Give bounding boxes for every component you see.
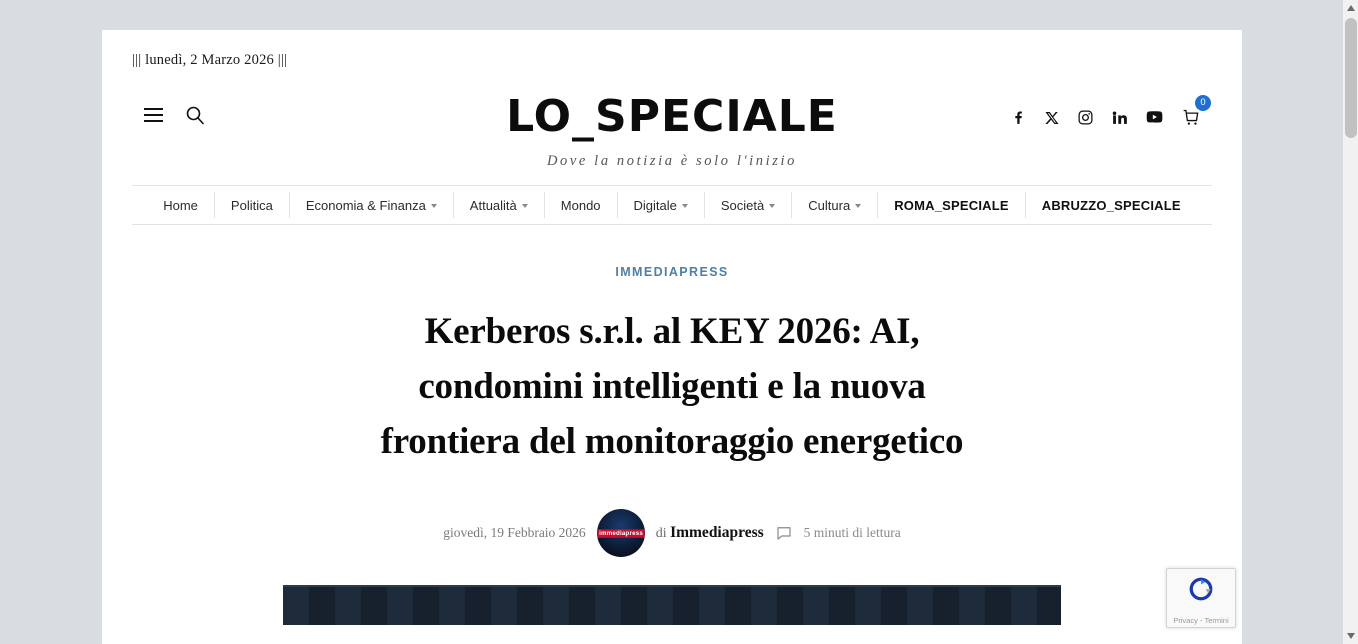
- nav-item-politica[interactable]: [215, 192, 290, 218]
- chevron-down-icon: [522, 204, 528, 208]
- nav-label: Economia & Finanza: [305, 197, 426, 213]
- nav-label: ROMA_SPECIALE: [894, 197, 1009, 213]
- read-time: 5 minuti di lettura: [803, 525, 901, 541]
- nav-item-digitale[interactable]: [618, 192, 705, 218]
- youtube-icon[interactable]: [1145, 108, 1164, 127]
- site-masthead: [102, 77, 1242, 185]
- linkedin-icon[interactable]: [1111, 109, 1128, 126]
- article-category[interactable]: IMMEDIAPRESS: [615, 265, 729, 279]
- nav-label: Politica: [230, 197, 273, 213]
- main-navigation: [132, 185, 1212, 225]
- avatar-label: immediapress: [598, 529, 643, 537]
- page-title: Kerberos s.r.l. al KEY 2026: AI, condomini intelligenti e la nuova frontiera del monitoraggio energetico: [380, 311, 964, 462]
- nav-label: Società: [720, 197, 765, 213]
- chevron-down-icon: [682, 204, 688, 208]
- avatar[interactable]: [597, 509, 645, 557]
- instagram-icon[interactable]: [1077, 109, 1094, 126]
- nav-item-economia-finanza[interactable]: [290, 192, 454, 218]
- facebook-icon[interactable]: [1010, 109, 1027, 126]
- article-meta: [102, 509, 1242, 557]
- recaptcha-badge[interactable]: [1166, 568, 1236, 628]
- x-twitter-icon[interactable]: [1044, 110, 1060, 126]
- nav-label: Mondo: [560, 197, 601, 213]
- scroll-up-arrow[interactable]: [1343, 0, 1358, 16]
- article-byline: [656, 524, 764, 542]
- nav-label: Attualità: [469, 197, 517, 213]
- nav-label: Cultura: [808, 197, 851, 213]
- article-page: [102, 30, 1242, 644]
- chevron-down-icon: [769, 204, 775, 208]
- recaptcha-text: Privacy - Termini: [1173, 616, 1229, 625]
- recaptcha-icon: [1188, 576, 1214, 602]
- comment-icon[interactable]: [775, 524, 793, 542]
- nav-item-cultura[interactable]: [792, 192, 878, 218]
- nav-item-abruzzo-speciale[interactable]: [1026, 192, 1197, 218]
- cart-icon[interactable]: [1181, 97, 1206, 128]
- article-hero-image: [283, 585, 1061, 625]
- nav-item-attualita[interactable]: [454, 192, 545, 218]
- chevron-down-icon: [431, 204, 437, 208]
- scrollbar-thumb[interactable]: [1345, 18, 1357, 138]
- article-header: [102, 225, 1242, 625]
- article-author[interactable]: Immediapress: [670, 524, 764, 542]
- nav-item-mondo[interactable]: [545, 192, 618, 218]
- vertical-scrollbar[interactable]: [1342, 0, 1358, 644]
- nav-label: ABRUZZO_SPECIALE: [1041, 197, 1181, 213]
- nav-item-societa[interactable]: [705, 192, 792, 218]
- scroll-down-arrow[interactable]: [1343, 628, 1358, 644]
- article-date: giovedì, 19 Febbraio 2026: [443, 525, 586, 541]
- cart-count-badge: 0: [1195, 95, 1211, 111]
- masthead-right-tools: [1010, 97, 1206, 128]
- nav-item-home[interactable]: [147, 192, 215, 218]
- date-bar: ||| lunedì, 2 Marzo 2026 |||: [132, 52, 288, 68]
- chevron-down-icon: [855, 204, 861, 208]
- nav-label: Digitale: [633, 197, 677, 213]
- byline-prefix: di: [655, 526, 667, 542]
- nav-list: [147, 186, 1197, 224]
- nav-label: Home: [163, 197, 198, 213]
- nav-item-roma-speciale[interactable]: [878, 192, 1026, 218]
- site-title: LO_SPECIALE: [506, 91, 838, 142]
- site-tagline: Dove la notizia è solo l'inizio: [546, 153, 798, 169]
